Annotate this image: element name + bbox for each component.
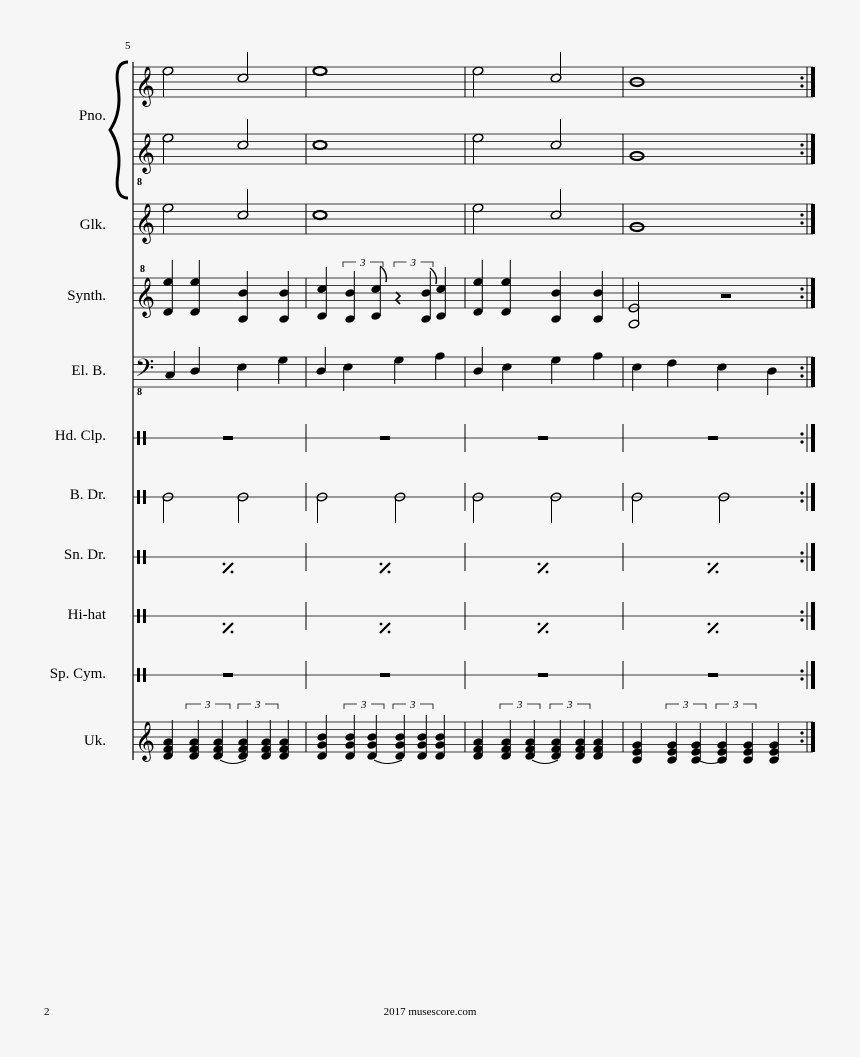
measure-repeat-icon [223,563,226,566]
repeat-dot [800,499,803,502]
repeat-dot [800,287,803,290]
repeat-dot [800,618,803,621]
octave-mark: 8 [137,177,142,188]
octave-mark: 8 [137,387,142,398]
percussion-clef [137,609,140,623]
tie [532,760,558,764]
repeat-dot [800,491,803,494]
note-whole [631,223,644,231]
measure-repeat-icon [380,563,383,566]
treble-8vb-clef-icon: 𝄞 [135,135,156,172]
repeat-dot [800,213,803,216]
rest [538,673,548,677]
rest [708,436,718,440]
note-flag [380,266,386,282]
percussion-clef [137,550,140,564]
rest [380,436,390,440]
tuplet-number: 3 [517,699,523,711]
instrument-label-hand-clap: Hd. Clp. [54,428,106,444]
repeat-dot [800,551,803,554]
rest [708,673,718,677]
measure-repeat-icon [546,571,549,574]
final-barline [811,543,815,571]
instrument-label-hi-hat: Hi-hat [67,607,106,623]
instrument-label-glockenspiel: Glk. [79,217,106,233]
octave-mark: 8 [140,264,145,275]
note-whole [314,141,327,149]
final-barline [811,278,815,308]
repeat-dot [800,84,803,87]
rest [538,436,548,440]
percussion-clef [143,668,146,682]
treble-clef-icon: 𝄞 [135,205,156,242]
measure-repeat-icon [231,631,234,634]
note-flag [430,268,436,284]
repeat-dot [800,366,803,369]
rest [721,294,731,298]
repeat-dot [800,221,803,224]
rest [223,436,233,440]
tuplet-number: 3 [255,699,261,711]
instrument-label-electric-bass: El. B. [71,363,106,379]
measure-repeat-icon [708,623,711,626]
repeat-dot [800,739,803,742]
instrument-label-synth: Synth. [67,288,106,304]
instrument-label-piano: Pno. [78,108,106,124]
repeat-dot [800,669,803,672]
percussion-clef [137,490,140,504]
note-whole [314,67,327,75]
rest [396,292,400,304]
measure-repeat-icon [716,631,719,634]
percussion-clef [143,550,146,564]
rest [223,673,233,677]
measure-repeat-icon [538,623,541,626]
percussion-clef [143,431,146,445]
tuplet-number: 3 [733,699,739,711]
measure-repeat-icon [388,631,391,634]
instrument-label-snare-drum: Sn. Dr. [63,547,106,563]
note-whole [631,152,644,160]
tuplet-number: 3 [567,699,573,711]
measure-repeat-icon [231,571,234,574]
piano-brace [110,62,128,198]
measure-repeat-icon [223,623,226,626]
tie [220,760,246,764]
repeat-dot [800,295,803,298]
measure-repeat-icon [538,563,541,566]
percussion-clef [143,490,146,504]
percussion-clef [137,668,140,682]
measure-repeat-icon [388,571,391,574]
measure-repeat-icon [380,623,383,626]
bass-clef-icon: 𝄢 [135,355,155,388]
percussion-clef [137,431,140,445]
percussion-clef [143,609,146,623]
tie [374,760,402,764]
note-whole [314,211,327,219]
repeat-dot [800,677,803,680]
treble-clef-icon: 𝄞 [135,68,156,105]
repeat-dot [800,731,803,734]
repeat-dot [800,440,803,443]
final-barline [811,424,815,452]
final-barline [811,67,815,97]
repeat-dot [800,432,803,435]
tuplet-number: 3 [683,699,689,711]
measure-repeat-icon [546,631,549,634]
measure-number: 5 [125,40,131,52]
repeat-dot [800,374,803,377]
final-barline [811,483,815,511]
final-barline [811,357,815,387]
repeat-dot [800,151,803,154]
footer-copyright: 2017 musescore.com [383,1006,477,1018]
tuplet-number: 3 [360,257,366,269]
final-barline [811,722,815,752]
final-barline [811,602,815,630]
repeat-dot [800,559,803,562]
rest [380,673,390,677]
measure-repeat-icon [716,571,719,574]
treble-clef-icon: 𝄞 [135,723,156,760]
final-barline [811,204,815,234]
final-barline [811,134,815,164]
final-barline [811,661,815,689]
treble-8va-clef-icon: 𝄞 [135,279,156,316]
tuplet-number: 3 [410,257,416,269]
instrument-label-ukulele: Uk. [83,733,106,749]
repeat-dot [800,610,803,613]
instrument-label-bass-drum: B. Dr. [69,487,106,503]
repeat-dot [800,76,803,79]
measure-repeat-icon [708,563,711,566]
tuplet-number: 3 [410,699,416,711]
repeat-dot [800,143,803,146]
instrument-label-splash-cymbal: Sp. Cym. [49,666,106,682]
page-number: 2 [44,1006,50,1018]
tuplet-number: 3 [205,699,211,711]
tuplet-number: 3 [361,699,367,711]
